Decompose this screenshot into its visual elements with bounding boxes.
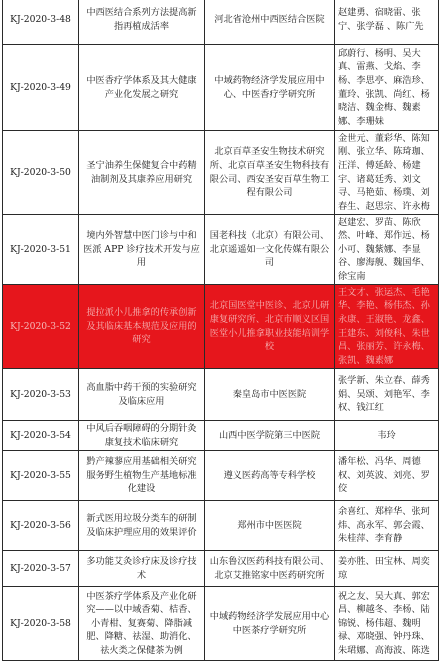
project-name: 多功能艾灸诊疗床及诊疗技术 [79,551,205,587]
project-people: 余喜红、郑梓华、张珂炜、高永军、郭会霞、朱桂萍、李育静 [335,501,439,551]
project-id: KJ-2020-3-57 [3,551,79,587]
project-name: 新式医用垃圾分类车的研制及临床护理应用的效果评价 [79,501,205,551]
project-name: 中西医结合系列方法提高新指再植成活率 [79,0,205,45]
project-people: 邱蔚行、杨明、吴大真、雷燕、戈焰、李杨、李思亭、麻浩珍、董玲、张凯、尚红、杨晓洁、魏金梅、魏素娜、李珊妹 [335,45,439,131]
project-name: 中医茶疗学体系及产业化研究——以中域香菊、桔香、小青柑、复赛菊、降脂减肥、降糖、祛湿、助消化、祛火类之保健茶为例 [79,587,205,661]
project-id: KJ-2020-3-56 [3,501,79,551]
project-people: 赵建宏、罗苗、陈欣然、叶峰、郑作远、杨小可、魏紫娜、李显谷、廖海舰、魏国华、徐宝南 [335,215,439,285]
table-row [3,0,439,45]
table-row [3,215,439,285]
table-row [3,45,439,131]
project-id: KJ-2020-3-55 [3,451,79,501]
project-org: 遵义医药高等专科学校 [205,451,335,501]
project-people: 王文才、张运杰、毛艳华、李艳、杨伟杰、孙永康、王淑艳、龙鑫、王建东、刘俊科、朱世昌、张丽芳、许永梅、张凯、魏素娜 [335,285,439,369]
project-people: 金世元、董彩华、陈知刚、张立华、陈琦珈、汪洋、傅延龄、杨建宇、诸葛廷秀、刘文寻、马艳茹、杨璞、刘春生、赵思宗、许永梅 [335,131,439,215]
project-id: KJ-2020-3-50 [3,131,79,215]
table-row [3,551,439,587]
project-name: 中风后吞咽障碍的分期针灸康复技术临床研究 [79,421,205,451]
table-row [3,131,439,215]
project-people: 赵建勇、宿晓雷、张宁、张学磊 、陈广先 [335,0,439,45]
project-id: KJ-2020-3-51 [3,215,79,285]
project-name: 圣宁油养生保健复合中药精油制剂及其康养应用研究 [79,131,205,215]
project-name: 提拉派小儿推拿的传承创新及其临床基本规范及应用的研究 [79,285,205,369]
project-org: 河北省沧州中西医结合医院 [205,0,335,45]
project-id: KJ-2020-3-49 [3,45,79,131]
project-org: 郑州市中医医院 [205,501,335,551]
project-id: KJ-2020-3-48 [3,0,79,45]
table-row-highlighted [3,285,439,369]
awards-table [2,0,439,661]
project-name: 中医香疗学体系及其大健康产业化发展之研究 [79,45,205,131]
table-row [3,501,439,551]
table-row [3,421,439,451]
project-id: KJ-2020-3-53 [3,369,79,421]
project-name: 黔产辣蓼应用基础相关研究服务野生植物生产基地标准化建设 [79,451,205,501]
project-people: 潘年松、冯华、周德权、刘英波、刘亮、罗佼 [335,451,439,501]
project-org: 国老科技（北京）有限公司、北京遥遥如一文化传媒有限公司 [205,215,335,285]
project-org: 山西中医学院第三中医院 [205,421,335,451]
project-people: 祝之友、吴大真、郭宏昌、柳越冬、李杨、陆锦锐、杨伟超、魏明禄、邓晓强、钟丹珠、朱珺娜、高海波、陈选 [335,587,439,661]
table-row [3,369,439,421]
table-row [3,451,439,501]
project-people: 张学新、朱立春、薛秀娟、吴颂、刘艳军、李权、钱江红 [335,369,439,421]
project-id: KJ-2020-3-58 [3,587,79,661]
project-org: 中域药物经济学发展应用中心中医茶疗学研究所 [205,587,335,661]
project-id: KJ-2020-3-54 [3,421,79,451]
project-name: 高血脂中药干预的实验研究及临床应用 [79,369,205,421]
table-row [3,587,439,661]
project-name: 境内外智慧中医门诊与中和医派 APP 诊疗技术开发与应用 [79,215,205,285]
project-people: 姜亦胜、田宝林、周奕琼 [335,551,439,587]
project-org: 山东鲁汉医药科技有限公司、北京艾推铭家中医药研究所 [205,551,335,587]
project-people: 韦玲 [335,421,439,451]
project-org: 秦皇岛市中医医院 [205,369,335,421]
project-org: 北京百草圣安生物技术研究所、北京百草圣安生物科技有限公司、西安圣安百草生物工程有限公司 [205,131,335,215]
project-org: 北京国医堂中医诊、北京儿研康复研究所、北京市顺义区国医堂小儿推拿职业技能培训学校 [205,285,335,369]
project-org: 中域药物经济学发展应用中心、中医香疗学研究所 [205,45,335,131]
project-id: KJ-2020-3-52 [3,285,79,369]
